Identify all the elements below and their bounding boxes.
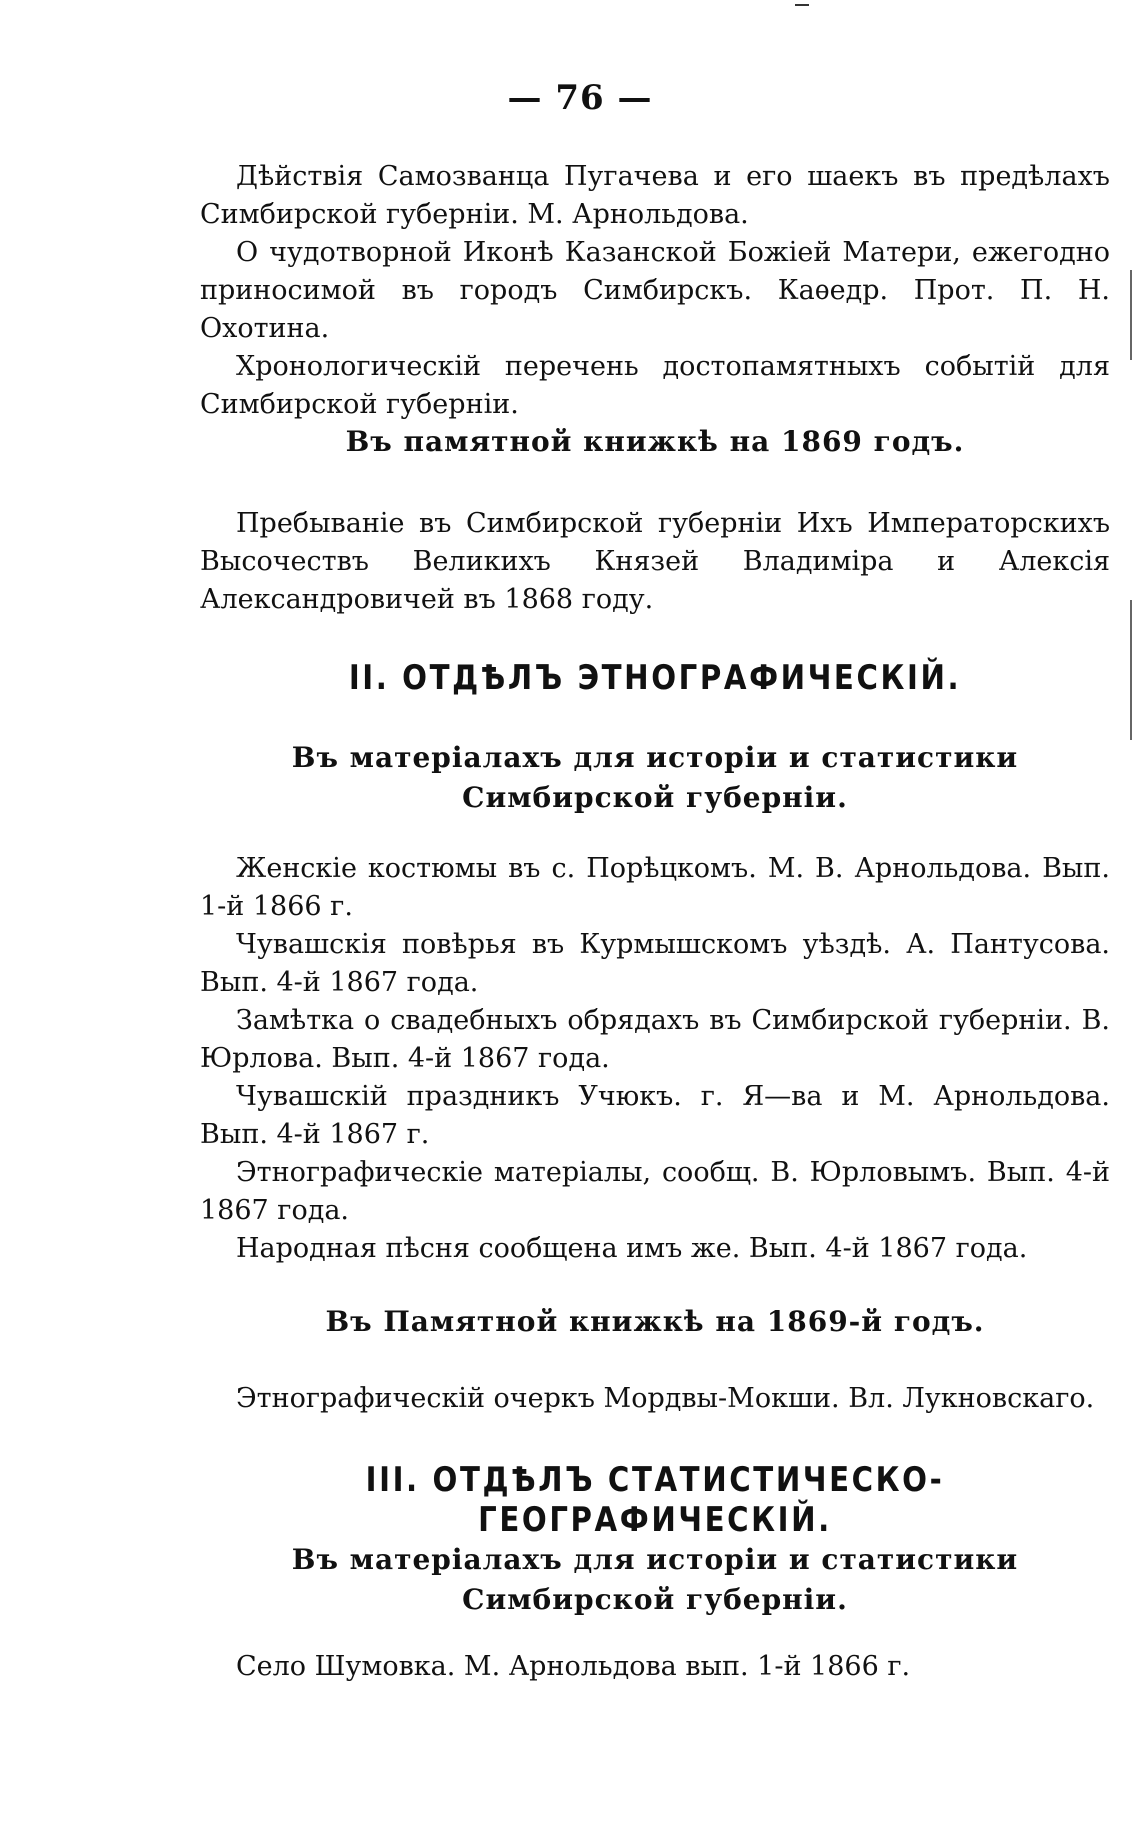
entries-ethnographic <box>200 850 1110 1268</box>
subheading-materials: Въ матеріалахъ для исторіи и статистики Симбирской губерніи. <box>291 741 1019 814</box>
list-item: О чудотворной Иконѣ Казанской Божіей Матери, ежегодно приносимой въ городъ Симбирскъ. Каѳедр. Прот. П. Н. Охотина. <box>200 237 1110 344</box>
entries-part2 <box>200 505 1110 619</box>
list-item: Этнографическій очеркъ Мордвы-Мокши. Вл. Лукновскаго. <box>236 1383 1095 1414</box>
section-title-statistical: III. ОТДѢЛЪ СТАТИСТИЧЕСКО-ГЕОГРАФИЧЕСКІЙ. <box>365 1460 945 1540</box>
list-item: Женскіе костюмы въ с. Порѣцкомъ. М. В. Арнольдова. Вып. 1-й 1866 г. <box>200 853 1110 922</box>
subheading-materials-2: Въ матеріалахъ для исторіи и статистики Симбирской губерніи. <box>291 1543 1019 1616</box>
entries-ethno-1869 <box>200 1380 1110 1418</box>
scan-edge-line <box>1130 270 1132 360</box>
list-item: Пребываніе въ Симбирской губерніи Ихъ Императорскихъ Высочествъ Великихъ Князей Владиміра и Алексія Александровичей въ 1868 году. <box>200 508 1110 615</box>
subheading-1869: Въ памятной книжкѣ на 1869 годъ. <box>345 425 965 458</box>
entries-part1 <box>200 158 1110 424</box>
page-number: — 76 — <box>507 78 653 118</box>
entries-statistical <box>200 1648 1110 1686</box>
scan-edge-line <box>1130 600 1132 740</box>
list-item: Дѣйствія Самозванца Пугачева и его шаекъ въ предѣлахъ Симбирской губерніи. М. Арнольдова. <box>200 161 1110 230</box>
section-title-ethnographic: II. ОТДѢЛЪ ЭТНОГРАФИЧЕСКІЙ. <box>348 658 962 698</box>
list-item: Этнографическіе матеріалы, сообщ. В. Юрловымъ. Вып. 4-й 1867 года. <box>200 1157 1110 1226</box>
list-item: Чувашскія повѣрья въ Курмышскомъ уѣздѣ. А. Пантусова. Вып. 4-й 1867 года. <box>200 929 1110 998</box>
page-edge-mark <box>795 4 809 6</box>
list-item: Село Шумовка. М. Арнольдова вып. 1-й 1866 г. <box>236 1651 911 1682</box>
list-item: Чувашскій праздникъ Учюкъ. г. Я—ва и М. Арнольдова. Вып. 4-й 1867 г. <box>200 1081 1110 1150</box>
list-item: Замѣтка о свадебныхъ обрядахъ въ Симбирской губерніи. В. Юрлова. Вып. 4-й 1867 года. <box>200 1005 1110 1074</box>
list-item: Хронологическій перечень достопамятныхъ событій для Симбирской губерніи. <box>200 351 1110 420</box>
subheading-1869-ethno: Въ Памятной книжкѣ на 1869-й годъ. <box>325 1305 985 1338</box>
list-item: Народная пѣсня сообщена имъ же. Вып. 4-й 1867 года. <box>236 1233 1028 1264</box>
